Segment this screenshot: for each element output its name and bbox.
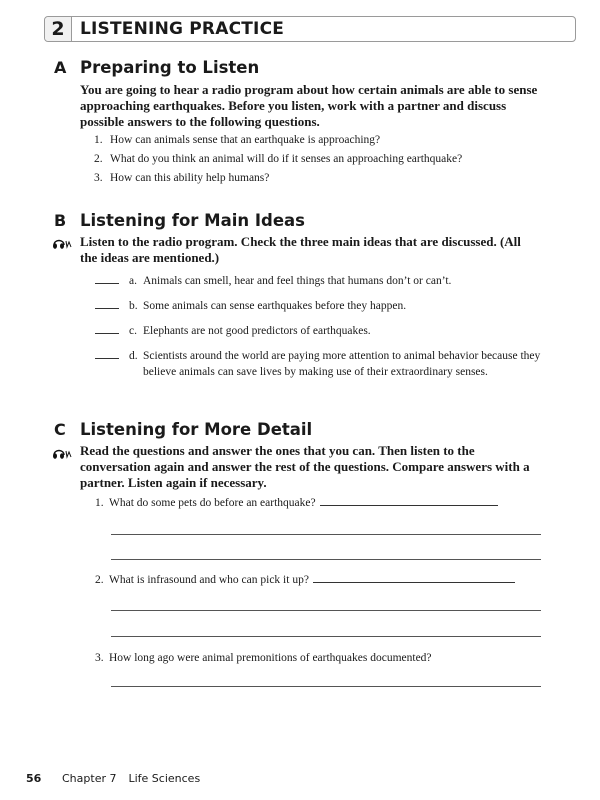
main-ideas-list (95, 273, 545, 389)
detail-question-2: 2. What is infrasound and who can pick it up? (95, 574, 515, 586)
section-c-heading (54, 420, 312, 439)
section-letter: C (54, 420, 66, 439)
section-a-questions (94, 131, 462, 188)
list-item: b. Some animals can sense earthquakes before they happen. (95, 298, 545, 314)
detail-question-1: 1. What do some pets do before an earthquake? (95, 497, 498, 509)
section-heading-title: Preparing to Listen (80, 58, 260, 77)
detail-question-3: 3. How long ago were animal premonitions of earthquakes documented? (95, 652, 432, 664)
check-blank[interactable] (95, 273, 119, 284)
section-a-heading (54, 58, 259, 77)
headphones-icon (52, 236, 72, 250)
chapter-title: Life Sciences (128, 772, 201, 785)
answer-line[interactable] (313, 581, 515, 583)
answer-line[interactable] (111, 636, 541, 637)
headphones-icon (52, 446, 72, 460)
section-a-instructions: You are going to hear a radio program about how certain animals are able to sense approaching earthquakes. Before you listen, work with a partner and discuss possible answers to the following questions. (80, 82, 538, 129)
answer-line[interactable] (111, 686, 541, 687)
list-item: a. Animals can smell, hear and feel things that humans don’t or can’t. (95, 273, 545, 289)
check-blank[interactable] (95, 323, 119, 334)
section-letter: B (54, 211, 67, 230)
page-footer (26, 772, 200, 785)
section-title: LISTENING PRACTICE (80, 19, 285, 39)
section-b-instructions: Listen to the radio program. Check the three main ideas that are discussed. (All the ideas are mentioned.) (80, 234, 521, 265)
list-item: d. Scientists around the world are paying more attention to animal behavior because they believe animals can save lives by making use of their extraordinary senses. (95, 348, 545, 380)
section-c-instructions: Read the questions and answer the ones that you can. Then listen to the conversation again and answer the rest of the questions. Compare answers with a partner. Listen again if necessary. (80, 443, 530, 490)
section-number: 2 (45, 17, 72, 41)
check-blank[interactable] (95, 298, 119, 309)
chapter-label: Chapter 7 (62, 772, 117, 785)
check-blank[interactable] (95, 348, 119, 359)
answer-line[interactable] (320, 504, 498, 506)
list-item: 1. How can animals sense that an earthquake is approaching? (94, 134, 381, 146)
list-item: c. Elephants are not good predictors of earthquakes. (95, 323, 545, 339)
page-number: 56 (26, 772, 42, 785)
answer-line[interactable] (111, 610, 541, 611)
section-letter: A (54, 58, 67, 77)
section-banner (44, 16, 576, 42)
list-item: 3. How can this ability help humans? (94, 172, 270, 184)
section-heading-title: Listening for More Detail (80, 420, 313, 439)
section-heading-title: Listening for Main Ideas (80, 211, 305, 230)
answer-line[interactable] (111, 559, 541, 560)
list-item: 2. What do you think an animal will do if it senses an approaching earthquake? (94, 153, 463, 165)
answer-line[interactable] (111, 534, 541, 535)
section-b-heading (54, 211, 305, 230)
